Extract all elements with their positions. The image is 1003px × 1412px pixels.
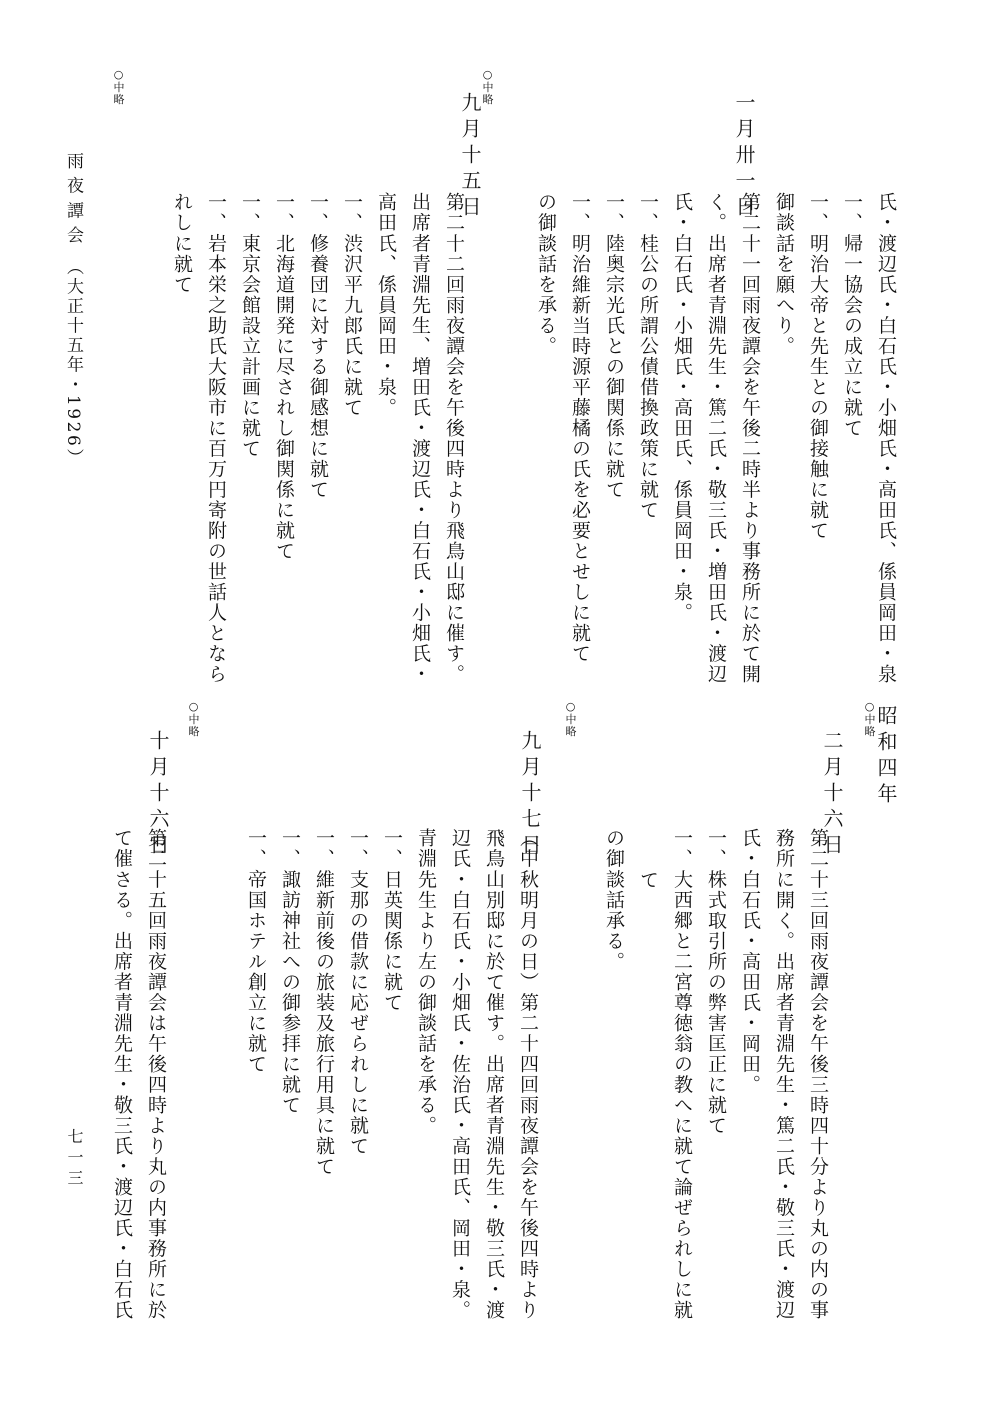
text-line: の御談話を承る。 <box>535 192 557 357</box>
text-line: 飛鳥山別邸に於て催す。出席者青淵先生・敬三氏・渡 <box>483 828 505 1321</box>
page-number: 七一三 <box>65 1128 84 1191</box>
text-line: 一、渋沢平九郎氏に就て <box>341 192 363 418</box>
text-line: の御談話承る。 <box>603 828 625 972</box>
omission-mark: ○中略 <box>187 700 200 737</box>
text-line: 一、諏訪神社への御参拝に就て <box>279 828 301 1116</box>
text-line: く。出席者青淵先生・篤二氏・敬三氏・増田氏・渡辺 <box>705 192 727 685</box>
text-line: 第二十一回雨夜譚会を午後二時半より事務所に於て開 <box>739 192 761 685</box>
running-header-title: 雨夜譚会 <box>63 152 83 251</box>
text-line: て <box>637 870 659 891</box>
text-line: 出席者青淵先生、増田氏・渡辺氏・白石氏・小畑氏・ <box>409 192 431 685</box>
text-line: 一、岩本栄之助氏大阪市に百万円寄附の世話人となら <box>205 192 227 685</box>
omission-mark: ○中略 <box>863 700 876 737</box>
text-line: 一、明治維新当時源平藤橘の氏を必要とせしに就て <box>569 192 591 664</box>
omission-mark: ○中略 <box>481 68 494 105</box>
text-line: 御談話を願へり。 <box>773 192 795 357</box>
text-line: 一、修養団に対する御感想に就て <box>307 192 329 500</box>
text-line: 一、帰一協会の成立に就て <box>841 192 863 439</box>
text-line: （中秋明月の日）第二十四回雨夜譚会を午後四時より <box>517 828 539 1321</box>
text-line: 一、株式取引所の弊害匡正に就て <box>705 828 727 1136</box>
text-line: 氏・渡辺氏・白石氏・小畑氏・高田氏、係員岡田・泉 <box>875 192 897 685</box>
text-line: 辺氏・白石氏・小畑氏・佐治氏・高田氏、岡田・泉。 <box>449 828 471 1321</box>
text-line: 高田氏、係員岡田・泉。 <box>375 192 397 418</box>
text-line: 一、桂公の所謂公債借換政策に就て <box>637 192 659 521</box>
omission-mark: ○中略 <box>112 68 125 105</box>
text-line: 一、東京会館設立計画に就て <box>239 192 261 459</box>
text-line: 務所に開く。出席者青淵先生・篤二氏・敬三氏・渡辺 <box>773 828 795 1321</box>
text-line: れしに就て <box>171 192 193 295</box>
text-line: 一、日英関係に就て <box>381 828 403 1013</box>
text-line: 氏・白石氏・高田氏・岡田。 <box>739 828 761 1095</box>
omission-mark: ○中略 <box>564 700 577 737</box>
text-line: 第二十三回雨夜譚会を午後三時四十分より丸の内の事 <box>807 828 829 1321</box>
text-line: 一、大西郷と二宮尊徳翁の教へに就て論ぜられしに就 <box>671 828 693 1321</box>
entry-date: 九月十七日 <box>518 730 542 860</box>
entry-date: 九月十五日 <box>458 92 482 222</box>
entry-date: 二月十六日 <box>820 730 844 860</box>
era-heading: 昭和四年 <box>874 705 898 809</box>
text-line: 第二十二回雨夜譚会を午後四時より飛鳥山邸に催す。 <box>443 192 465 685</box>
running-header-period: （大正十五年・1926） <box>63 258 83 468</box>
text-line: 第二十五回雨夜譚会は午後四時より丸の内事務所に於 <box>145 828 167 1321</box>
text-line: 青淵先生より左の御談話を承る。 <box>415 828 437 1136</box>
text-line: 氏・白石氏・小畑氏・高田氏、係員岡田・泉。 <box>671 192 693 623</box>
text-line: 一、明治大帝と先生との御接触に就て <box>807 192 829 541</box>
entry-date: 十月十六日 <box>146 730 170 860</box>
entry-date: 一月卅一日 <box>732 92 756 222</box>
text-line: 一、陸奥宗光氏との御関係に就て <box>603 192 625 500</box>
text-line: 一、北海道開発に尽されし御関係に就て <box>273 192 295 562</box>
text-line: 一、維新前後の旅装及旅行用具に就て <box>313 828 335 1177</box>
text-line: 一、帝国ホテル創立に就て <box>245 828 267 1075</box>
text-line: 一、支那の借款に応ぜられしに就て <box>347 828 369 1157</box>
text-line: て催さる。出席者青淵先生・敬三氏・渡辺氏・白石氏 <box>111 828 133 1321</box>
